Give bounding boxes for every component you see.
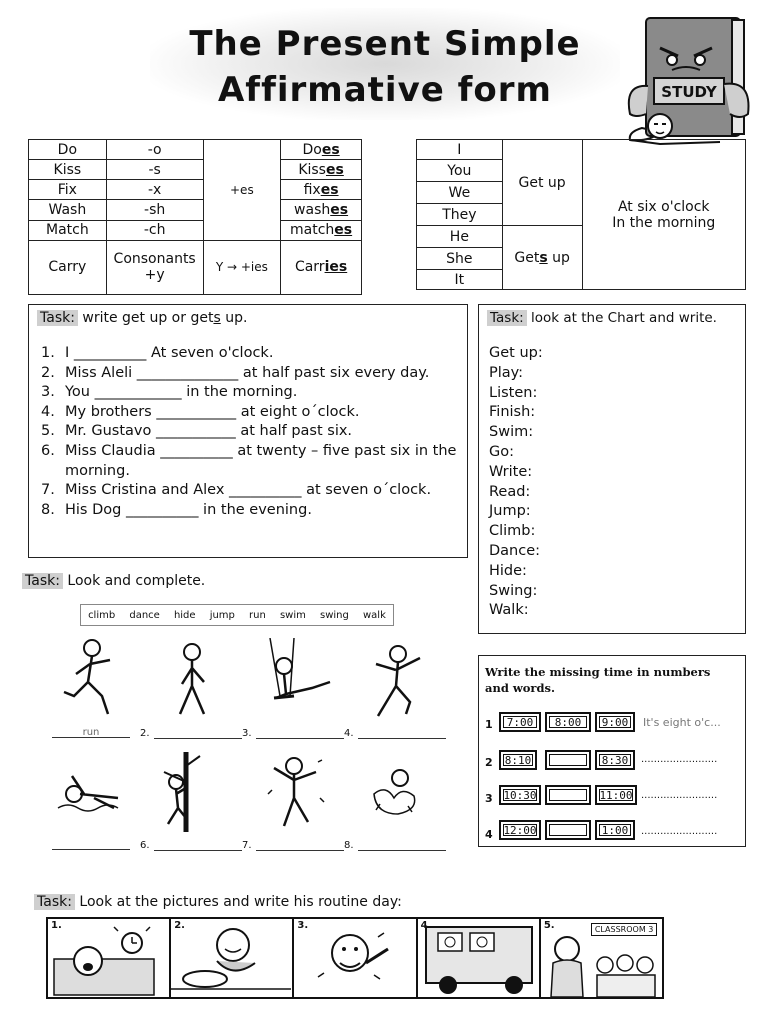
waking-up-illustration <box>48 919 168 997</box>
verb-item: Read: <box>489 483 531 500</box>
row-number: 1 <box>485 718 493 731</box>
breakfast-illustration <box>171 919 291 997</box>
digital-clock: 11:00 <box>595 785 637 805</box>
result-cell: Does <box>281 140 362 160</box>
time-answer: ........................ <box>641 826 718 837</box>
verb-item: Swing: <box>489 582 538 599</box>
exercise-item: 3. You ____________ in the morning. <box>41 384 298 401</box>
task-heading: Task: write get up or gets up. <box>37 310 459 326</box>
swinging-girl-illustration <box>250 638 336 722</box>
verb-item: Dance: <box>489 542 541 559</box>
result-cell: washes <box>281 200 362 220</box>
verb-item: Listen: <box>489 384 538 401</box>
pronoun-cell: I <box>417 140 503 160</box>
brushing-teeth-illustration <box>294 919 414 997</box>
verb-item: Get up: <box>489 345 543 361</box>
exercise-list <box>37 344 459 520</box>
pronoun-cell: It <box>417 270 503 290</box>
page-title-line1: The Present Simple <box>189 24 581 64</box>
pronoun-table <box>416 139 746 290</box>
ending-cell: -s <box>106 160 203 180</box>
exercise-item: 4. My brothers ___________ at eight o´clock. <box>41 403 360 420</box>
pronoun-cell: You <box>417 160 503 182</box>
time-answer: ........................ <box>641 790 718 801</box>
task-tag: Task: <box>487 310 527 326</box>
comic-panel: 1. <box>48 919 171 997</box>
ending-cell: -ch <box>106 220 203 240</box>
spelling-rules-table <box>28 139 362 295</box>
result-cell: matches <box>281 220 362 240</box>
digital-clock: 9:00 <box>595 712 635 732</box>
exercise-item: 1. I __________ At seven o'clock. <box>41 345 274 361</box>
answer-blank: 6. <box>140 840 242 851</box>
pronoun-cell: He <box>417 226 503 248</box>
verb-cell: Fix <box>29 180 107 200</box>
result-cell: Carries <box>281 240 362 294</box>
routine-comic-strip <box>46 917 664 999</box>
comic-panel: 2. <box>171 919 294 997</box>
book-label: STUDY <box>661 83 717 101</box>
verb-get-up-cell: Get up <box>502 140 582 226</box>
word-bank-item: swim <box>279 609 306 621</box>
digital-clock: 8:00 <box>545 712 591 732</box>
pronoun-cell: They <box>417 204 503 226</box>
jumping-boy-illustration <box>362 640 432 722</box>
word-bank-item: climb <box>88 609 116 621</box>
word-bank-item: run <box>249 609 266 621</box>
ending-cell: -o <box>106 140 203 160</box>
classroom-sign: CLASSROOM 3 <box>591 923 658 936</box>
task-routine-heading: Task: Look at the pictures and write his routine day: <box>34 894 402 910</box>
digital-clock: 12:00 <box>499 820 541 840</box>
digital-clock: 8:30 <box>595 750 635 770</box>
dancing-girl-illustration <box>262 752 328 830</box>
verb-list <box>487 344 737 621</box>
word-bank-item: dance <box>129 609 160 621</box>
word-bank-item: walk <box>362 609 386 621</box>
digital-clock: 10:30 <box>499 785 541 805</box>
exercise-item: 7. Miss Cristina and Alex __________ at seven o´clock. <box>41 482 432 499</box>
missing-time-box <box>478 655 746 847</box>
page-title-line2: Affirmative form <box>217 70 552 110</box>
row-number: 3 <box>485 792 493 805</box>
comic-panel: 4. <box>418 919 541 997</box>
task-look-complete-heading: Task: Look and complete. <box>22 573 205 589</box>
verb-item: Finish: <box>489 404 536 421</box>
walking-boy-illustration <box>164 640 224 722</box>
word-bank-item: jump <box>209 609 235 621</box>
row-number: 4 <box>485 828 493 841</box>
verb-gets-up-cell: Gets up <box>502 226 582 290</box>
exercise-item: 2. Miss Aleli ______________ at half past six every day. <box>41 364 430 381</box>
verb-item: Climb: <box>489 523 536 540</box>
answer-blank: 8. <box>344 840 446 851</box>
running-girl-illustration <box>56 634 126 722</box>
ending-cell: -sh <box>106 200 203 220</box>
exercise-item: 8. His Dog __________ in the evening. <box>41 501 312 518</box>
verb-cell: Do <box>29 140 107 160</box>
pronoun-cell: We <box>417 182 503 204</box>
school-bus-illustration <box>418 919 538 997</box>
comic-panel: 3. <box>294 919 417 997</box>
swimming-boy-illustration <box>54 768 130 818</box>
verb-item: Play: <box>489 364 524 381</box>
verb-cell: Wash <box>29 200 107 220</box>
study-book-icon <box>620 14 760 150</box>
word-bank <box>80 604 394 626</box>
word-bank-item: hide <box>173 609 196 621</box>
pronoun-cell: She <box>417 248 503 270</box>
task-tag: Task: <box>34 894 75 910</box>
time-cell: At six o'clock In the morning <box>582 140 746 290</box>
answer-blank: run <box>52 728 130 738</box>
row-number: 2 <box>485 756 493 769</box>
digital-clock: 8:10 <box>499 750 537 770</box>
digital-clock <box>545 820 591 840</box>
climbing-boy-illustration <box>156 752 206 832</box>
task-tag: Task: <box>22 573 63 589</box>
verb-item: Go: <box>489 443 514 460</box>
consonant-rule-cell: Consonants +y <box>106 240 203 294</box>
verb-cell: Match <box>29 220 107 240</box>
verb-item: Swim: <box>489 424 534 441</box>
ending-cell: -x <box>106 180 203 200</box>
verb-item: Walk: <box>489 602 529 619</box>
y-rule-cell: Y → +ies <box>203 240 281 294</box>
time-answer: ........................ <box>641 754 718 765</box>
digital-clock <box>545 785 591 805</box>
time-answer: It's eight o'c... <box>643 716 721 729</box>
time-heading: Write the missing time in numbers and words. <box>485 665 711 695</box>
answer-blank: 4. <box>344 728 446 739</box>
result-cell: Kisses <box>281 160 362 180</box>
task-tag: Task: <box>37 310 78 326</box>
digital-clock: 7:00 <box>499 712 541 732</box>
comic-panel: 5. CLASSROOM 3 <box>541 919 662 997</box>
result-cell: fixes <box>281 180 362 200</box>
verb-cell: Carry <box>29 240 107 294</box>
es-rule-cell: +es <box>203 140 281 241</box>
task-chart-box <box>478 304 746 634</box>
verb-item: Hide: <box>489 562 527 579</box>
verb-item: Jump: <box>489 503 531 520</box>
task-get-up-box <box>28 304 468 558</box>
answer-blank: 2. <box>140 728 242 739</box>
exercise-item: 6. Miss Claudia __________ at twenty – five past six in the morning. <box>41 442 457 479</box>
exercise-item: 5. Mr. Gustavo ___________ at half past six. <box>41 423 353 440</box>
verb-item: Write: <box>489 463 533 480</box>
word-bank-item: swing <box>320 609 349 621</box>
digital-clock: 1:00 <box>595 820 635 840</box>
answer-blank: 3. <box>242 728 344 739</box>
hiding-boy-illustration <box>368 764 422 820</box>
verb-cell: Kiss <box>29 160 107 180</box>
answer-blank <box>52 840 130 850</box>
digital-clock <box>545 750 591 770</box>
task-heading: Task: look at the Chart and write. <box>487 310 737 326</box>
answer-blank: 7. <box>242 840 344 851</box>
